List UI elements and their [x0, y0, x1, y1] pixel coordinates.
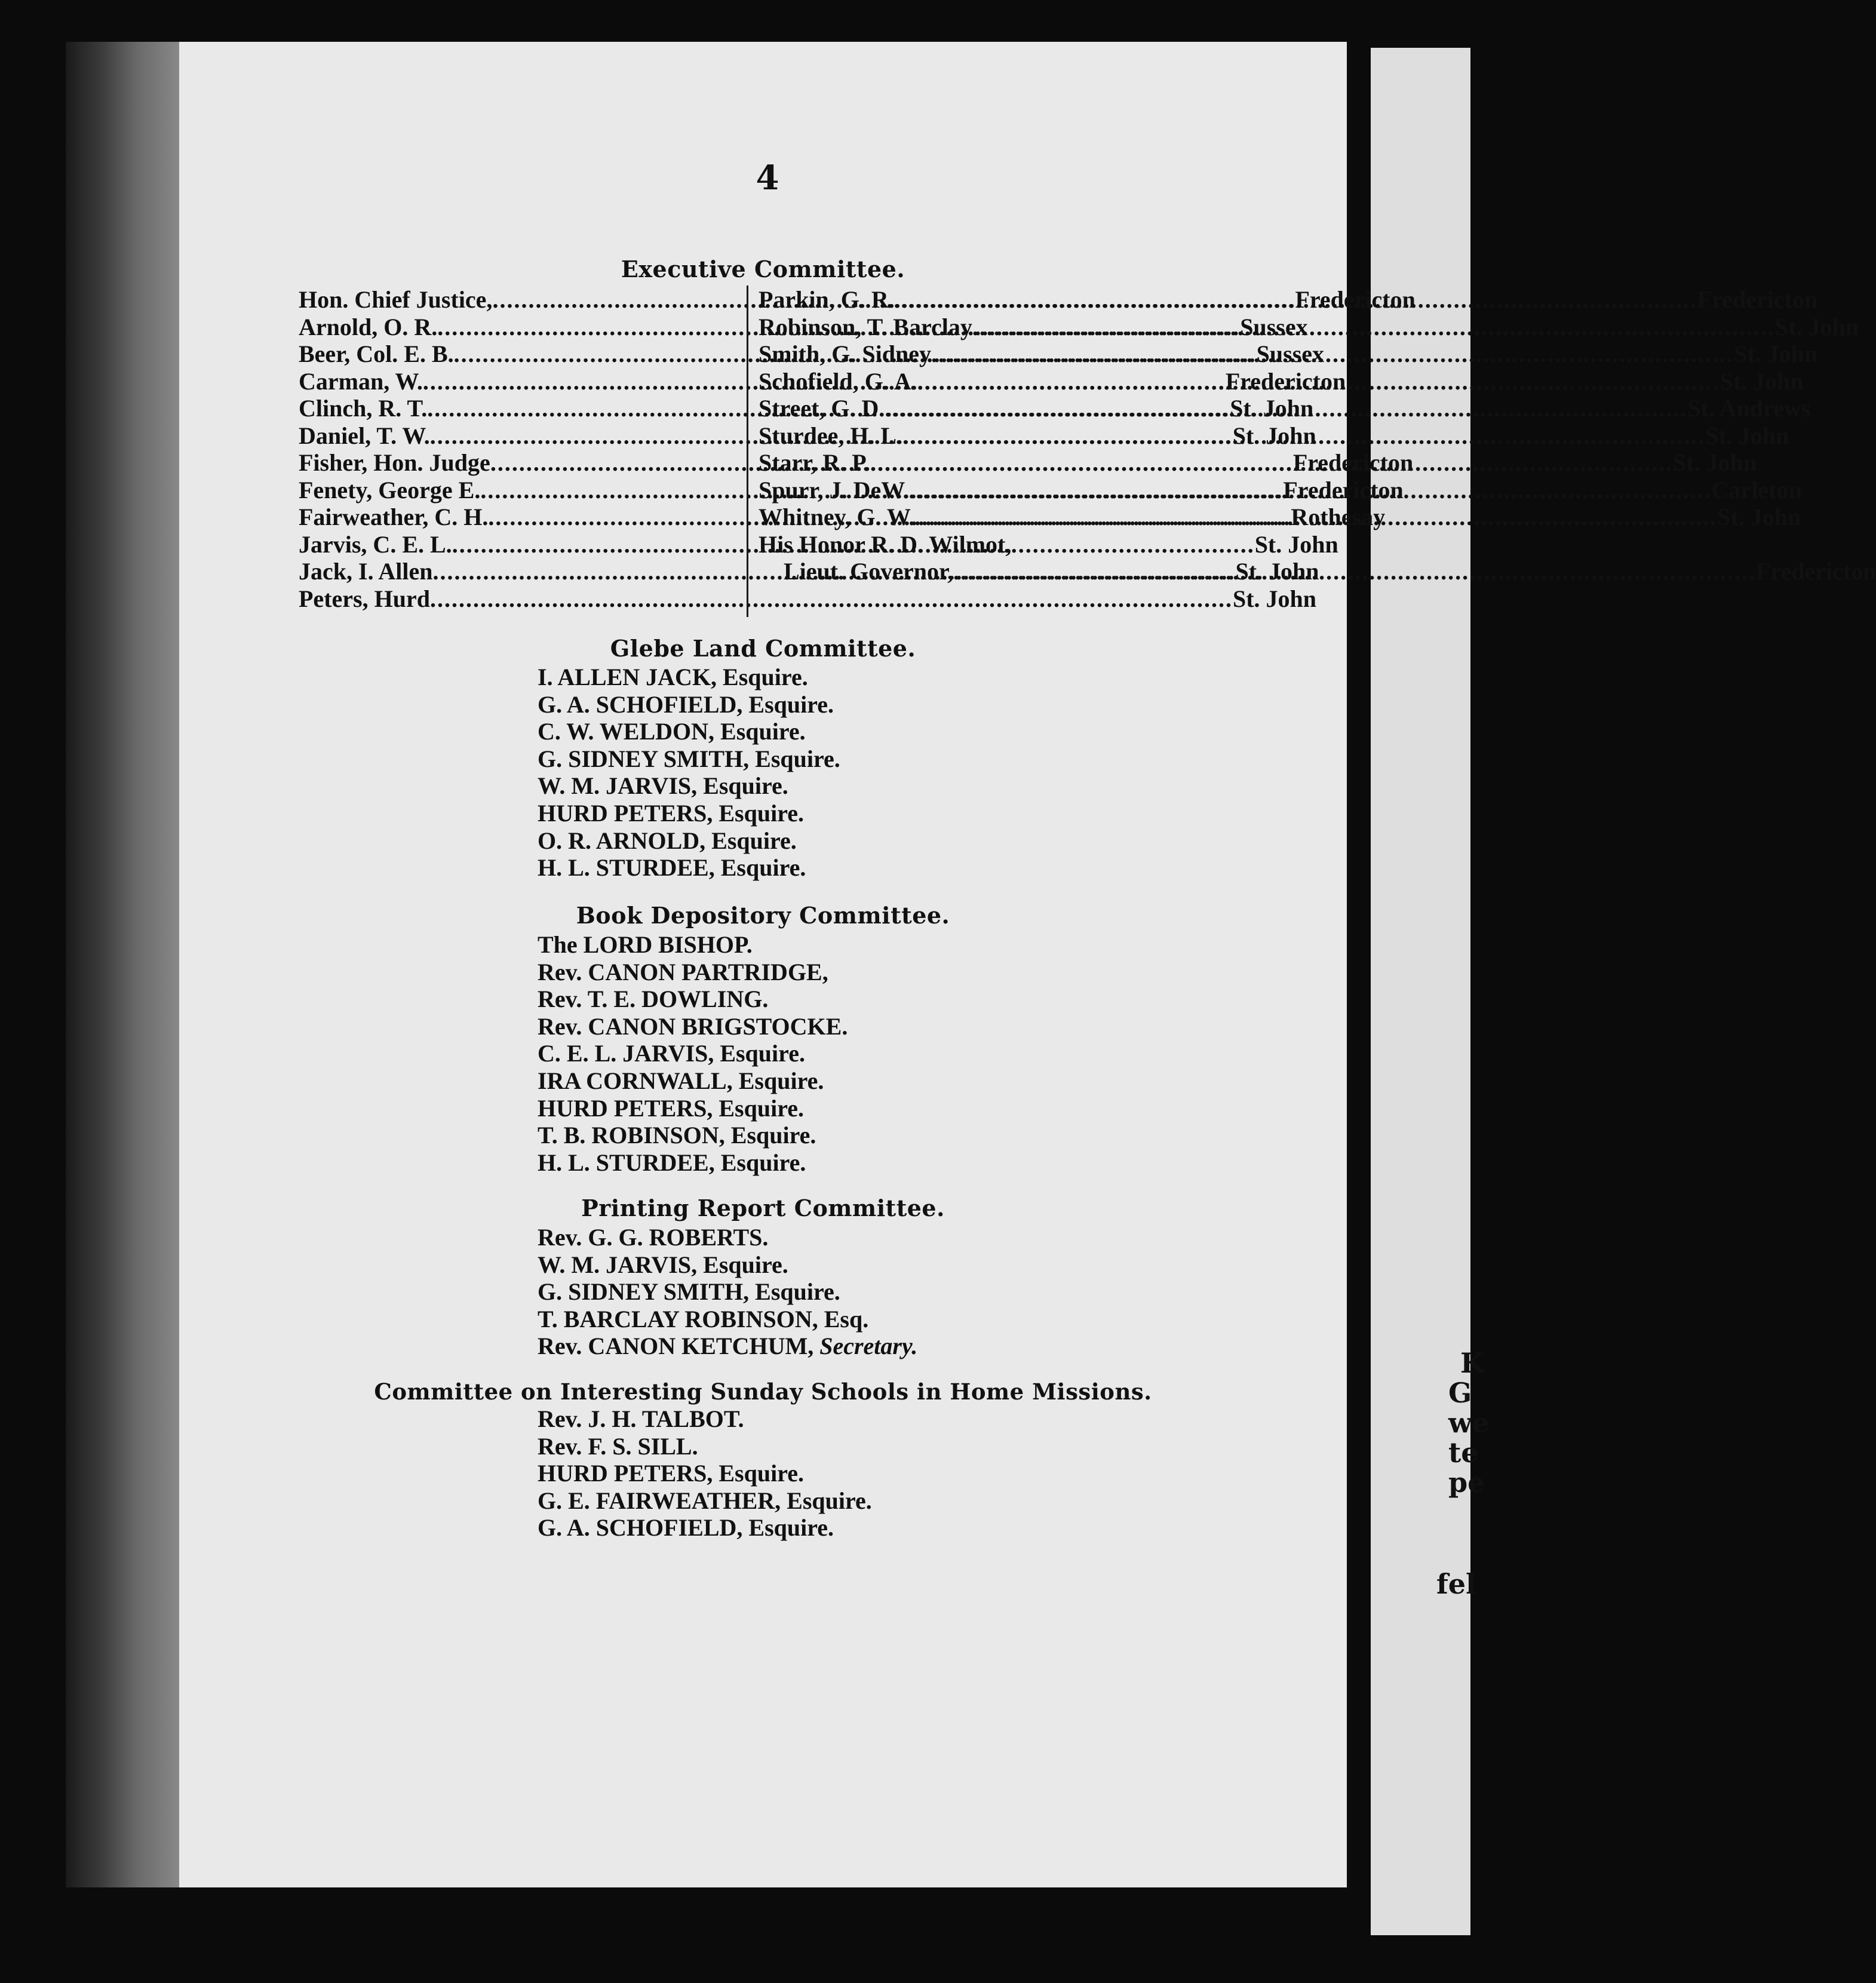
committee-member: O. R. ARNOLD, Esquire.: [538, 827, 797, 854]
member-name: Street, G. D.: [759, 395, 885, 422]
member-name: Spurr, J. DeW.: [759, 476, 909, 504]
member-name: Hon. Chief Justice,: [299, 286, 493, 313]
committee-member: H. L. STURDEE, Esquire.: [538, 854, 806, 882]
adjacent-page-fragment: we: [1448, 1407, 1490, 1439]
member-name: Fairweather, C. H.: [299, 504, 489, 530]
member-place: Sussex: [1240, 313, 1308, 340]
member-name: Parkin, G. R.: [759, 286, 895, 313]
executive-member-row: [299, 585, 1317, 612]
executive-member-row: [759, 422, 1789, 449]
member-place: St. John: [1705, 422, 1789, 449]
member-place: St. John: [1235, 558, 1319, 585]
leader-dots: [917, 367, 1720, 395]
member-name: Lieut. Governor,: [784, 558, 954, 585]
leader-dots: [902, 422, 1705, 450]
committee-member: G. A. SCHOFIELD, Esquire.: [538, 1514, 834, 1542]
member-place: Carleton: [1711, 476, 1802, 504]
page-number: 4: [756, 158, 779, 198]
committee-member: C. W. WELDON, Esquire.: [538, 718, 806, 745]
member-place: St. John: [1673, 449, 1757, 476]
book-depository-committee-members: [538, 931, 848, 1175]
book-depository-committee-heading: Book Depository Committee.: [576, 902, 950, 929]
member-role: Secretary.: [819, 1333, 918, 1360]
member-name: Whitney, G. W.: [759, 504, 915, 530]
member-place: Sussex: [1256, 340, 1325, 367]
member-place: Fredericton: [1292, 449, 1414, 476]
member-name: Schofield, G. A.: [759, 367, 917, 395]
member-name: Daniel, T. W.: [299, 422, 430, 449]
member-place: St. John: [1717, 504, 1801, 530]
leader-dots: [430, 585, 1233, 613]
leader-dots: [870, 449, 1673, 477]
committee-member: T. BARCLAY ROBINSON, Esq.: [538, 1305, 869, 1333]
committee-member: HURD PETERS, Esquire.: [538, 1460, 805, 1487]
member-place: St. Andrews: [1687, 395, 1811, 422]
leader-dots: [885, 394, 1687, 422]
committee-member: W. M. JARVIS, Esquire.: [538, 772, 788, 800]
committee-member: Rev. J. H. TALBOT.: [538, 1405, 744, 1432]
member-place: St. John: [1733, 340, 1818, 367]
committee-member: HURD PETERS, Esquire.: [538, 799, 805, 827]
member-name: Robinson, T. Barclay: [759, 313, 972, 340]
adjacent-page-fragment: G: [1448, 1377, 1472, 1409]
adjacent-page-fragment: pe: [1448, 1466, 1485, 1499]
executive-member-row: [759, 530, 1203, 558]
member-name: Carman, W.: [299, 367, 423, 395]
committee-member: W. M. JARVIS, Esquire.: [538, 1251, 788, 1278]
member-place: St. John: [1254, 530, 1338, 558]
member-name: Beer, Col. E. B.: [299, 340, 454, 367]
member-name: Smith, G. Sidney: [759, 340, 931, 367]
member-name: Sturdee, H. L.: [759, 422, 903, 449]
book-binding: [66, 42, 185, 1887]
printing-report-committee-members: [538, 1223, 917, 1359]
member-name: Fisher, Hon. Judge: [299, 449, 490, 476]
printing-report-committee-heading: Printing Report Committee.: [581, 1195, 945, 1221]
column-divider: [747, 286, 748, 617]
committee-member: I. ALLEN JACK, Esquire.: [538, 664, 808, 690]
adjacent-page-fragment: te: [1448, 1436, 1479, 1469]
member-place: St. John: [1232, 422, 1316, 449]
member-name: Starr, R. P.: [759, 449, 871, 476]
member-place: Rothesay: [1291, 504, 1386, 530]
leader-dots: [895, 286, 1697, 314]
sunday-schools-committee-heading: Committee on Interesting Sunday Schools in Home Missions.: [374, 1379, 1152, 1405]
committee-member: G. E. FAIRWEATHER, Esquire.: [538, 1487, 872, 1514]
committee-member: G. SIDNEY SMITH, Esquire.: [538, 745, 840, 772]
leader-dots: [972, 313, 1775, 341]
committee-member: Rev. CANON BRIGSTOCKE.: [538, 1012, 848, 1040]
committee-member: H. L. STURDEE, Esquire.: [538, 1149, 806, 1176]
committee-member: Rev. G. G. ROBERTS.: [538, 1224, 769, 1251]
member-place: Fredericton: [1756, 558, 1876, 585]
member-name: Fenety, George E.: [299, 476, 481, 504]
committee-member: Rev. F. S. SILL.: [538, 1432, 698, 1460]
member-name: Jarvis, C. E. L.: [299, 530, 452, 558]
sunday-schools-committee-members: [538, 1405, 872, 1541]
committee-member: Rev. T. E. DOWLING.: [538, 986, 769, 1013]
committee-member: T. B. ROBINSON, Esquire.: [538, 1122, 816, 1149]
committee-member: G. SIDNEY SMITH, Esquire.: [538, 1278, 840, 1306]
member-place: St. John: [1230, 395, 1314, 422]
member-name: Arnold, O. R.: [299, 313, 438, 340]
committee-member: G. A. SCHOFIELD, Esquire.: [538, 690, 834, 718]
leader-dots: [931, 340, 1734, 368]
committee-member: HURD PETERS, Esquire.: [538, 1094, 805, 1122]
member-name: Peters, Hurd: [299, 585, 430, 612]
glebe-land-committee-members: [538, 663, 840, 881]
adjacent-page-fragment: K: [1460, 1347, 1484, 1379]
leader-dots: [909, 476, 1712, 504]
member-name: Jack, I. Allen: [299, 558, 433, 585]
committee-member: IRA CORNWALL, Esquire.: [538, 1067, 824, 1094]
committee-member: C. E. L. JARVIS, Esquire.: [538, 1040, 805, 1067]
adjacent-page-fragment: fel: [1436, 1568, 1476, 1600]
member-place: Fredericton: [1225, 367, 1346, 395]
executive-committee-heading: Executive Committee.: [621, 256, 905, 283]
member-place: St. John: [1720, 367, 1804, 395]
member-place: St. John: [1774, 313, 1859, 340]
committee-member: [538, 1332, 917, 1359]
leader-dots: [914, 503, 1717, 531]
member-name: Rev. CANON KETCHUM,: [538, 1333, 814, 1360]
glebe-land-committee-heading: Glebe Land Committee.: [610, 635, 916, 662]
committee-member: Rev. CANON PARTRIDGE,: [538, 958, 828, 986]
member-place: Fredericton: [1295, 286, 1416, 313]
executive-member-row: [759, 286, 1818, 313]
member-name: His Honor R. D. Wilmot,: [759, 530, 1012, 558]
member-name: Clinch, R. T.: [299, 395, 428, 422]
leader-dots: [953, 557, 1756, 585]
member-place: Fredericton: [1697, 286, 1818, 313]
committee-member: The LORD BISHOP.: [538, 931, 753, 958]
member-place: Fredericton: [1283, 476, 1404, 504]
member-place: St. John: [1232, 585, 1317, 612]
